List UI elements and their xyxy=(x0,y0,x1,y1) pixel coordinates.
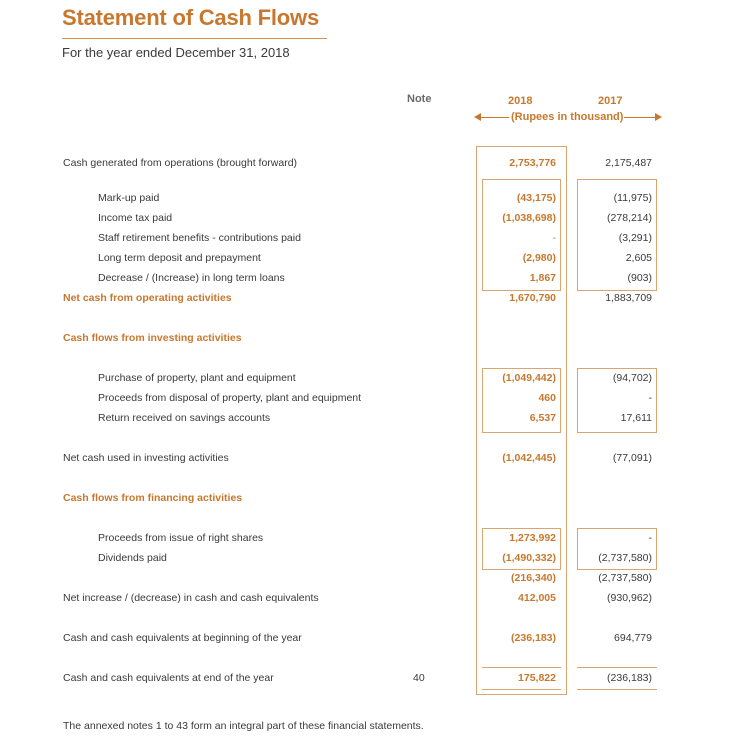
value-2017-staff-retirement: (3,291) xyxy=(618,232,652,244)
value-2018-net-investing: (1,042,445) xyxy=(502,452,556,464)
value-2018-end: 175,822 xyxy=(518,672,556,684)
value-2018-long-term-deposit: (2,980) xyxy=(522,252,556,264)
value-2018-savings-return: 6,537 xyxy=(529,412,556,424)
value-2018-staff-retirement: - xyxy=(552,232,556,244)
value-2017-cash-generated: 2,175,487 xyxy=(605,157,652,169)
row-label-staff-retirement: Staff retirement benefits - contributions paid xyxy=(98,232,301,244)
note-reference-end: 40 xyxy=(413,672,425,684)
value-2017-net-change: (930,962) xyxy=(607,592,652,604)
value-2018-net-change: 412,005 xyxy=(518,592,556,604)
note-column-header: Note xyxy=(407,93,432,105)
arrow-line-right xyxy=(624,117,655,118)
row-label-cash-generated: Cash generated from operations (brought forward) xyxy=(63,157,298,169)
value-2018-cash-generated: 2,753,776 xyxy=(509,157,556,169)
footer-note: The annexed notes 1 to 43 form an integral part of these financial statements. xyxy=(63,720,424,732)
value-2017-end: (236,183) xyxy=(607,672,652,684)
value-2017-purchase-ppe: (94,702) xyxy=(612,372,652,384)
row-label-long-term-loans: Decrease / (Increase) in long term loans xyxy=(98,272,285,284)
section-heading-investing: Cash flows from investing activities xyxy=(63,332,242,344)
value-2018-right-shares: 1,273,992 xyxy=(509,532,556,544)
row-label-disposal-ppe: Proceeds from disposal of property, plant and equipment xyxy=(98,392,362,404)
value-2018-beginning: (236,183) xyxy=(511,632,556,644)
value-2017-net-investing: (77,091) xyxy=(612,452,652,464)
value-2017-markup-paid: (11,975) xyxy=(613,192,652,204)
value-2017-beginning: 694,779 xyxy=(614,632,652,644)
value-2017-long-term-deposit: 2,605 xyxy=(625,252,652,264)
value-2017-net-operating: 1,883,709 xyxy=(605,292,652,304)
end-rule-bottom-2018 xyxy=(482,689,561,690)
right-arrow-icon xyxy=(655,113,662,121)
row-label-net-change: Net increase / (decrease) in cash and cash equivalents xyxy=(63,592,319,604)
row-label-net-investing: Net cash used in investing activities xyxy=(63,452,229,464)
value-2018-dividends: (1,490,332) xyxy=(502,552,556,564)
value-2017-dividends: (2,737,580) xyxy=(598,552,652,564)
value-2018-markup-paid: (43,175) xyxy=(516,192,556,204)
value-2018-net-operating: 1,670,790 xyxy=(509,292,556,304)
value-2017-right-shares: - xyxy=(648,532,652,544)
unit-label: (Rupees in thousand) xyxy=(511,111,624,123)
value-2017-disposal-ppe: - xyxy=(648,392,652,404)
value-2018-income-tax: (1,038,698) xyxy=(502,212,556,224)
row-label-long-term-deposit: Long term deposit and prepayment xyxy=(98,252,261,264)
year-2017-header: 2017 xyxy=(598,95,623,107)
value-2018-disposal-ppe: 460 xyxy=(538,392,556,404)
end-rule-bottom-2017 xyxy=(577,689,657,690)
value-2017-savings-return: 17,611 xyxy=(620,412,652,424)
row-label-purchase-ppe: Purchase of property, plant and equipment xyxy=(98,372,296,384)
title-underline xyxy=(62,38,327,39)
row-label-income-tax: Income tax paid xyxy=(98,212,173,224)
value-2018-purchase-ppe: (1,049,442) xyxy=(502,372,556,384)
row-label-beginning: Cash and cash equivalents at beginning of the year xyxy=(63,632,302,644)
row-label-net-operating: Net cash from operating activities xyxy=(63,292,232,304)
section-heading-financing: Cash flows from financing activities xyxy=(63,492,243,504)
row-label-savings-return: Return received on savings accounts xyxy=(98,412,271,424)
value-2018-long-term-loans: 1,867 xyxy=(529,272,556,284)
arrow-line-left xyxy=(480,117,509,118)
value-2017-income-tax: (278,214) xyxy=(607,212,652,224)
end-rule-top-2017 xyxy=(577,667,657,668)
value-2018-net-financing: (216,340) xyxy=(511,572,556,584)
value-2017-net-financing: (2,737,580) xyxy=(598,572,652,584)
page-subtitle: For the year ended December 31, 2018 xyxy=(62,45,290,60)
row-label-dividends: Dividends paid xyxy=(98,552,167,564)
row-label-end: Cash and cash equivalents at end of the year xyxy=(63,672,274,684)
row-label-markup-paid: Mark-up paid xyxy=(98,192,160,204)
year-2018-header: 2018 xyxy=(508,95,533,107)
end-rule-top-2018 xyxy=(482,667,561,668)
page-title: Statement of Cash Flows xyxy=(62,5,319,30)
value-2017-long-term-loans: (903) xyxy=(627,272,652,284)
row-label-right-shares: Proceeds from issue of right shares xyxy=(98,532,264,544)
